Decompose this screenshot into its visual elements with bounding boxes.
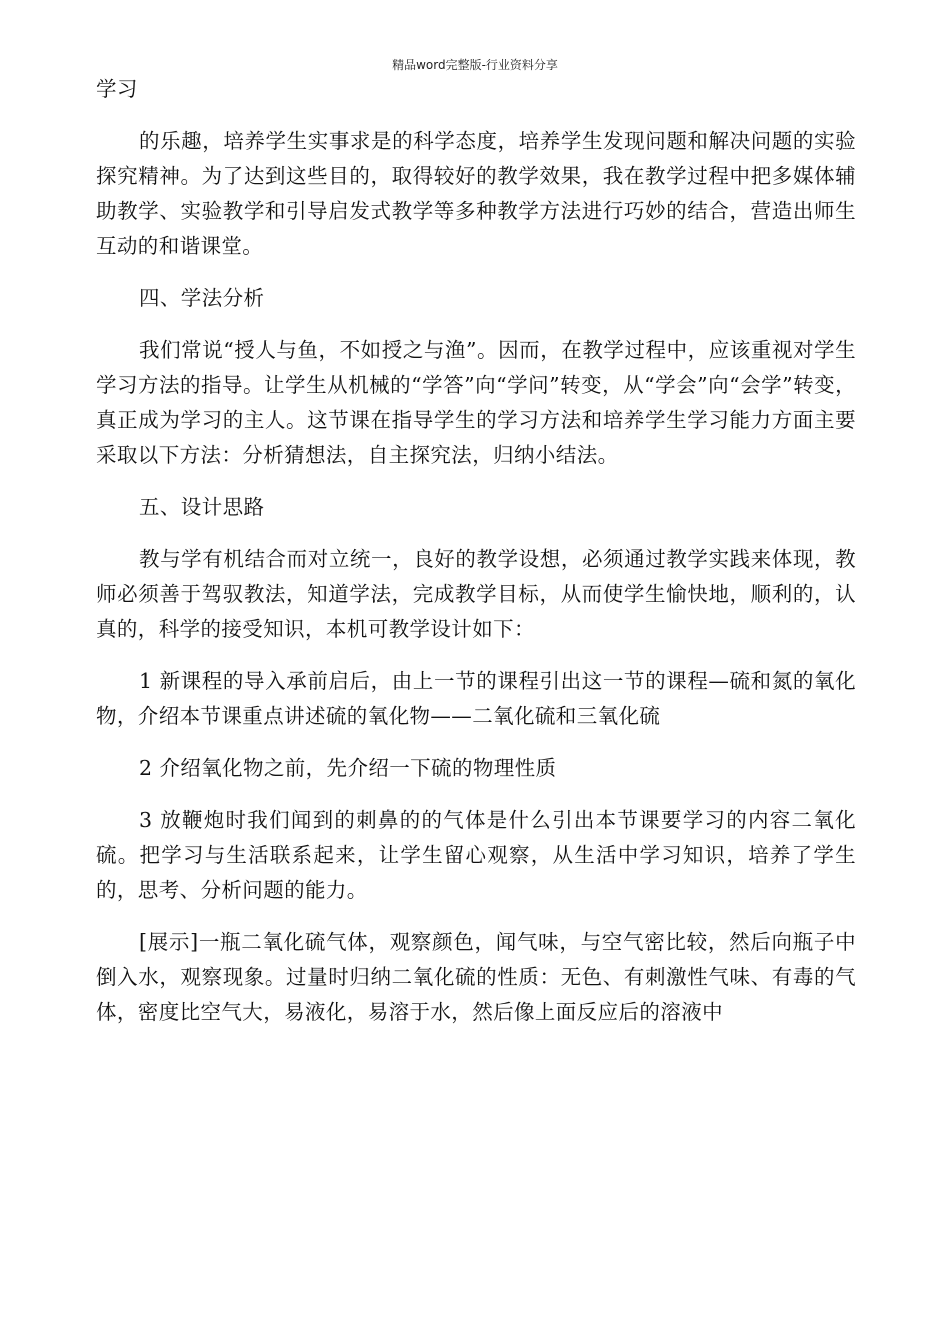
page-header: 精品word完整版-行业资料分享 (392, 58, 558, 72)
paragraph-teaching-methods: 的乐趣，培养学生实事求是的科学态度，培养学生发现问题和解决问题的实验探究精神。为了达到这些目的，取得较好的教学效果，我在教学过程中把多媒体辅助教学、实验教学和引导启发式教学等多种教学方法进行巧妙的结合，营造出师生互动的和谐课堂。 (96, 129, 856, 258)
continuation-text: 学习 (96, 77, 138, 101)
section-heading-design: 五、设计思路 (139, 495, 265, 519)
paragraph-design-intro: 教与学有机结合而对立统一，良好的教学设想，必须通过教学实践来体现，教师必须善于驾驭教法，知道学法，完成教学目标，从而使学生愉快地，顺利的，认真的，科学的接受知识，本机可教学设计如下： (96, 547, 856, 641)
paragraph-step-2: 2 介绍氧化物之前，先介绍一下硫的物理性质 (139, 756, 557, 780)
paragraph-learning-methods: 我们常说“授人与鱼，不如授之与渔”。因而，在教学过程中，应该重视对学生学习方法的指导。让学生从机械的“学答”向“学问”转变，从“学会”向“会学”转变，真正成为学习的主人。这节课在指导学生的学习方法和培养学生学习能力方面主要采取以下方法：分析猜想法，自主探究法，归纳小结法。 (96, 338, 856, 467)
paragraph-step-1: 1 新课程的导入承前启后，由上一节的课程引出这一节的课程—硫和氮的氧化物，介绍本节课重点讲述硫的氧化物——二氧化硫和三氧化硫 (96, 669, 856, 728)
document-body (96, 72, 856, 1047)
paragraph-step-3: 3 放鞭炮时我们闻到的刺鼻的的气体是什么引出本节课要学习的内容二氧化硫。把学习与生活联系起来，让学生留心观察，从生活中学习知识，培养了学生的，思考、分析问题的能力。 (96, 808, 856, 902)
paragraph-demonstration: [展示]一瓶二氧化硫气体，观察颜色，闻气味，与空气密比较，然后向瓶子中倒入水，观察现象。过量时归纳二氧化硫的性质：无色、有刺激性气味、有毒的气体，密度比空气大，易液化，易溶于水，然后像上面反应后的溶液中 (96, 930, 856, 1024)
section-heading-learning-methods: 四、学法分析 (139, 286, 265, 310)
